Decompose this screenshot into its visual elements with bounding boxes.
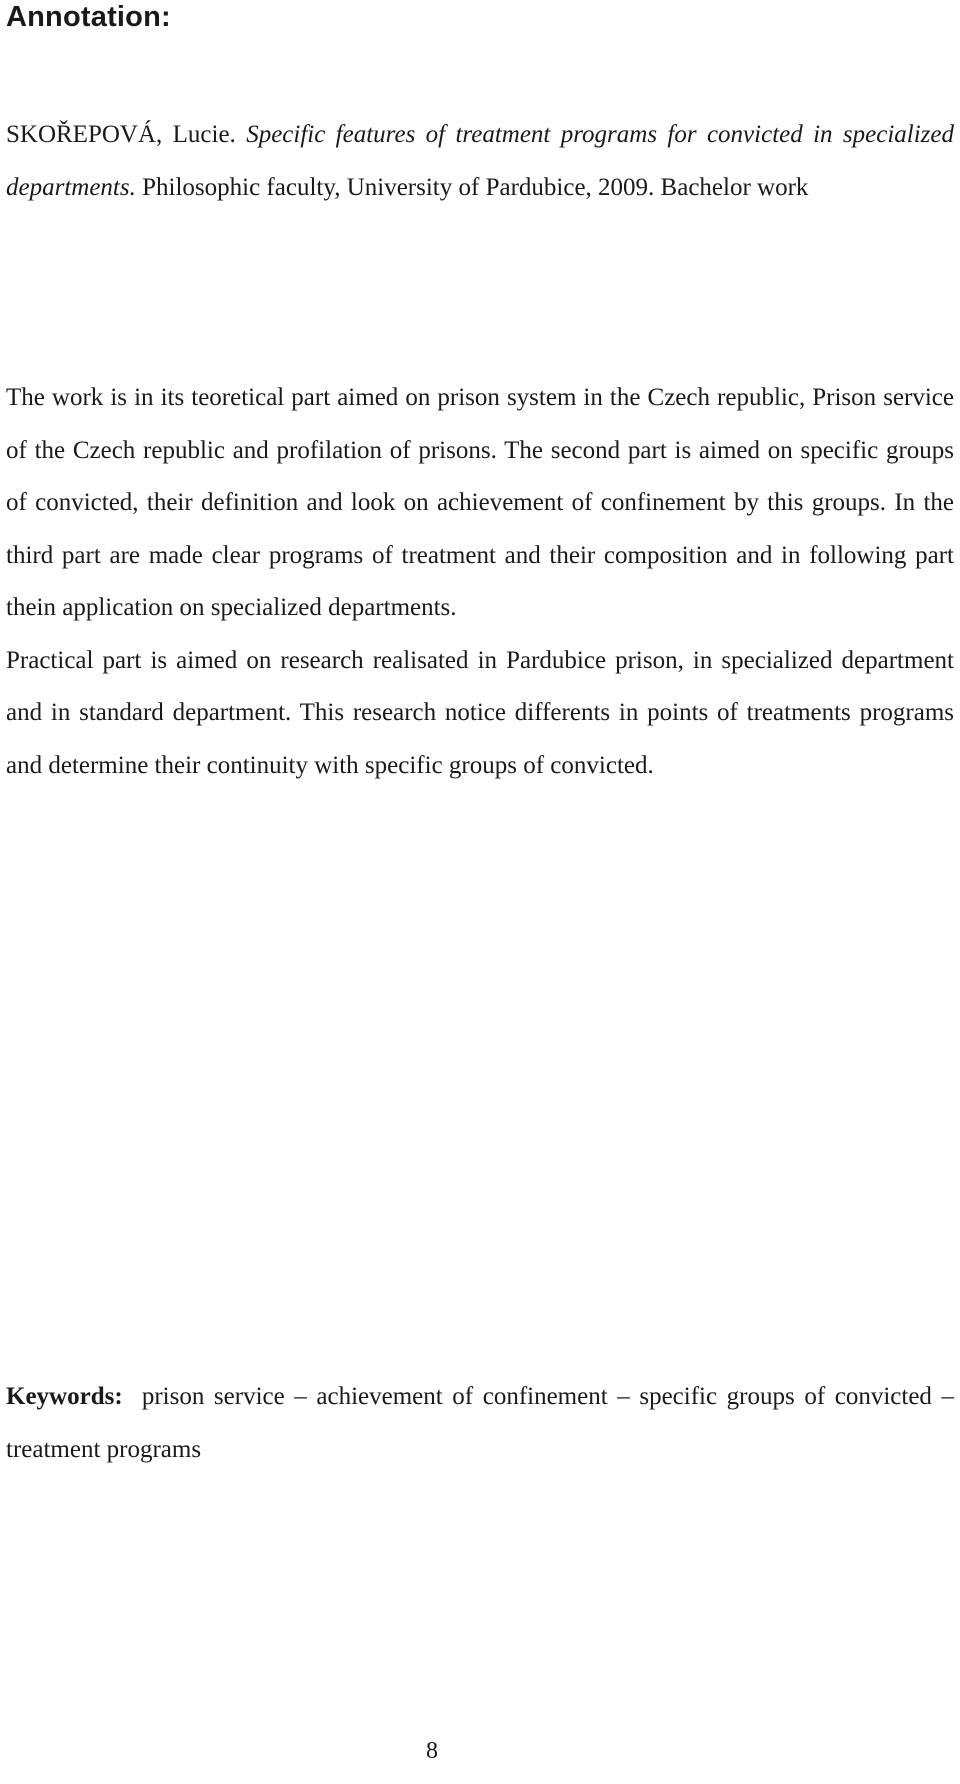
citation-author: SKOŘEPOVÁ, Lucie. — [6, 121, 236, 148]
citation-rest: Philosophic faculty, University of Pardubice, 2009. Bachelor work — [142, 174, 809, 201]
citation — [6, 108, 954, 214]
keywords-label: Keywords: — [6, 1383, 123, 1410]
abstract-paragraph-2: Practical part is aimed on research realisated in Pardubice prison, in specialized department and in standard department. This research notice differents in points of treatments programs and determine their continuity with specific groups of convicted. — [6, 646, 954, 779]
keywords — [6, 1370, 954, 1476]
abstract-paragraph-1: The work is in its teoretical part aimed on prison system in the Czech republic, Prison service of the Czech republic and profilation of prisons. The second part is aimed on specific groups of convicted, their definition and look on achievement of confinement by this groups. In the third part are made clear programs of treatment and their composition and in following part thein application on specialized departments. — [6, 384, 954, 621]
annotation-heading: Annotation: — [6, 1, 171, 33]
citation-title: Specific features of treatment programs for convicted in specialized departments. — [6, 121, 955, 201]
abstract — [6, 372, 954, 792]
keywords-text: prison service – achievement of confinement – specific groups of convicted – treatment programs — [6, 1383, 954, 1463]
page-number: 8 — [426, 1738, 438, 1764]
